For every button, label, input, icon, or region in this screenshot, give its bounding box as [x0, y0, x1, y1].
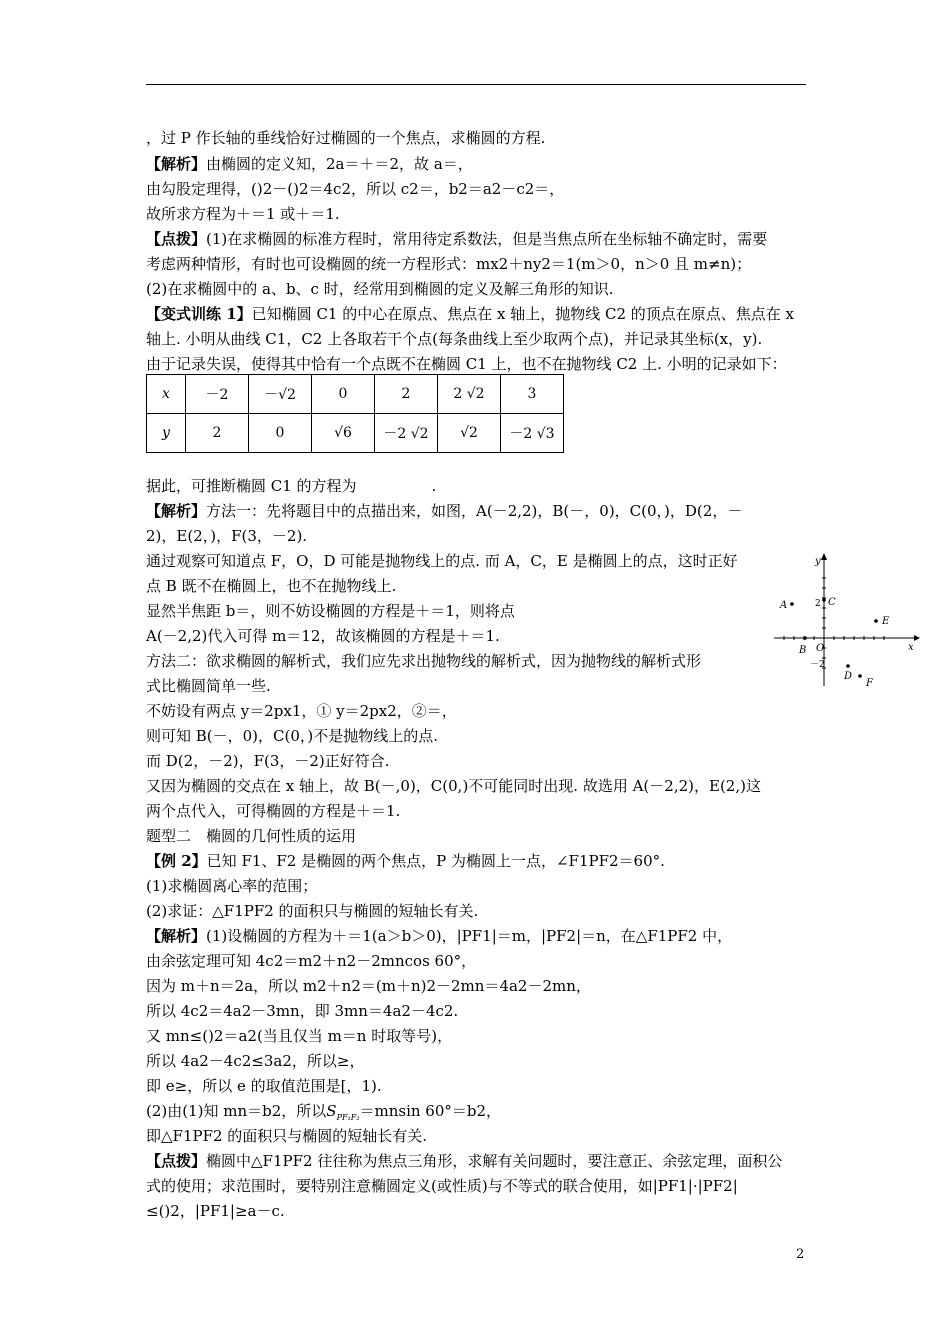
- table-cell: √2: [438, 414, 501, 453]
- area-symbol: [326, 1102, 359, 1120]
- area-symbol-s: S: [326, 1102, 337, 1120]
- y-tick-label-negative: －2: [810, 660, 825, 670]
- text-line: 两个点代入，可得椭圆的方程是＋＝1.: [146, 802, 401, 820]
- text-line: [146, 229, 767, 249]
- text-fragment: 已知 F1、F2 是椭圆的两个焦点，P 为椭圆上一点，∠F1PF2＝60°.: [206, 852, 665, 870]
- text-line: [146, 304, 794, 324]
- text-line: (2)在求椭圆中的 a、b、c 时，经常用到椭圆的定义及解三角形的知识.: [146, 280, 614, 298]
- section-tag: 【点拨】: [146, 1152, 207, 1170]
- table-cell: 3: [501, 375, 564, 414]
- table-cell: 0: [312, 375, 375, 414]
- section-tag: 【解析】: [146, 927, 207, 945]
- table-cell: －√2: [249, 375, 312, 414]
- text-fragment: (1)设椭圆的方程为＋＝1(a＞b＞0)，|PF1|＝m，|PF2|＝n，在△F1PF2 中，: [206, 927, 733, 945]
- point-c: [822, 598, 826, 602]
- text-line: [146, 154, 473, 174]
- point-a-label: A: [780, 600, 788, 611]
- text-line: 显然半焦距 b＝，则不妨设椭圆的方程是＋＝1，则将点: [146, 602, 515, 620]
- text-fragment: ＝mnsin 60°＝b2，: [359, 1102, 502, 1120]
- origin-label: O: [816, 643, 825, 654]
- table-cell: 2: [375, 375, 438, 414]
- text-line: 由余弦定理可知 4c2＝m2＋n2－2mncos 60°，: [146, 952, 477, 970]
- table-cell: 2 √2: [438, 375, 501, 414]
- point-c-label: C: [828, 597, 836, 608]
- section-tag: 【例 2】: [146, 852, 207, 870]
- text-line: [146, 1151, 782, 1171]
- text-line: A(－2,2)代入可得 m＝12，故该椭圆的方程是＋＝1.: [146, 627, 500, 645]
- section-heading: 题型二 椭圆的几何性质的运用: [146, 827, 357, 845]
- text-line: 因为 m＋n＝2a，所以 m2＋n2＝(m＋n)2－2mn＝4a2－2mn，: [146, 977, 591, 995]
- text-line: ≤()2，|PF1|≥a－c.: [146, 1202, 285, 1220]
- table-header-x: x: [147, 375, 186, 414]
- point-f: [858, 674, 862, 678]
- table-cell: －2 √2: [375, 414, 438, 453]
- point-b: [803, 636, 807, 640]
- text-line: 2)，E(2，)，F(3，－2).: [146, 527, 308, 545]
- text-line: 由勾股定理得，()2－()2＝4c2，所以 c2＝，b2＝a2－c2＝，: [146, 180, 565, 198]
- section-tag: 【变式训练 1】: [146, 305, 252, 323]
- text-line: 式比椭圆简单一些.: [146, 677, 271, 695]
- text-line: 点 B 既不在椭圆上，也不在抛物线上.: [146, 577, 397, 595]
- text-fragment: 由椭圆的定义知，2a＝＋＝2，故 a＝，: [206, 155, 473, 173]
- table-cell: 0: [249, 414, 312, 453]
- text-line: 通过观察可知道点 F，O，D 可能是抛物线上的点. 而 A，C，E 是椭圆上的点，这时正好: [146, 552, 738, 570]
- x-axis-arrow-icon: [914, 635, 920, 641]
- text-fragment: 椭圆中△F1PF2 往往称为焦点三角形，求解有关问题时，要注意正、余弦定理，面积公: [206, 1152, 783, 1170]
- text-fragment: 方法一：先将题目中的点描出来，如图，A(－2,2)，B(－，0)，C(0，)，D(2，－: [206, 502, 743, 520]
- text-line: 由于记录失误，使得其中恰有一个点既不在椭圆 C1 上，也不在抛物线 C2 上. 小明的记录如下：: [146, 355, 787, 373]
- text-line: 不妨设有两点 y＝2px1，① y＝2px2，②＝，: [146, 702, 457, 720]
- table-cell: －2 √3: [501, 414, 564, 453]
- point-d: [846, 664, 850, 668]
- section-tag: 【解析】: [146, 155, 207, 173]
- text-line: ，过 P 作长轴的垂线恰好过椭圆的一个焦点，求椭圆的方程.: [146, 129, 546, 147]
- coordinate-record-table: [146, 374, 564, 453]
- text-line: [146, 501, 742, 521]
- text-fragment: 已知椭圆 C1 的中心在原点、焦点在 x 轴上，抛物线 C2 的顶点在原点、焦点在 x: [251, 305, 795, 323]
- text-line: 即△F1PF2 的面积只与椭圆的短轴长有关.: [146, 1127, 428, 1145]
- text-line: 故所求方程为＋＝1 或＋＝1.: [146, 205, 340, 223]
- table-row: [147, 414, 564, 453]
- section-tag: 【解析】: [146, 502, 207, 520]
- text-line: 即 e≥，所以 e 的取值范围是[，1).: [146, 1077, 382, 1095]
- y-tick-label: 2: [815, 599, 821, 609]
- text-fragment: (1)在求椭圆的标准方程时，常用待定系数法，但是当焦点所在坐标轴不确定时，需要: [206, 230, 768, 248]
- point-d-label: D: [844, 671, 853, 682]
- table-cell: －2: [186, 375, 249, 414]
- header-rule: [146, 84, 806, 85]
- text-line: 则可知 B(－，0)，C(0，)不是抛物线上的点.: [146, 727, 439, 745]
- y-axis-label: y: [815, 556, 821, 567]
- text-line: [146, 926, 732, 946]
- table-cell: √6: [312, 414, 375, 453]
- text-line: 轴上. 小明从曲线 C1，C2 上各取若干个点(每条曲线上至少取两个点)，并记录其坐标(x，y).: [146, 330, 763, 348]
- table-header-y: y: [147, 414, 186, 453]
- point-b-label: B: [799, 645, 807, 656]
- text-line: 所以 4a2－4c2≤3a2，所以≥，: [146, 1052, 365, 1070]
- coordinate-figure: [770, 548, 920, 693]
- area-symbol-subscript: PF₁F₂: [336, 1113, 360, 1122]
- text-fragment: (2)由(1)知 mn＝b2，所以: [146, 1102, 327, 1120]
- section-tag: 【点拨】: [146, 230, 207, 248]
- text-line: 又 mn≤()2＝a2(当且仅当 m＝n 时取等号)，: [146, 1027, 453, 1045]
- point-a: [790, 602, 794, 606]
- text-line: (1)求椭圆离心率的范围；: [146, 877, 318, 895]
- point-e-label: E: [882, 616, 890, 627]
- table-cell: 2: [186, 414, 249, 453]
- table-row: [147, 375, 564, 414]
- text-line: 方法二：欲求椭圆的解析式，我们应先求出抛物线的解析式，因为抛物线的解析式形: [146, 652, 702, 670]
- point-f-label: F: [866, 678, 873, 689]
- text-line: [146, 1101, 501, 1121]
- text-line: 考虑两种情形，有时也可设椭圆的统一方程形式：mx2＋ny2＝1(m＞0，n＞0 且 m≠n)；: [146, 255, 752, 273]
- y-axis-arrow-icon: [821, 553, 827, 560]
- text-line: 式的使用；求范围时，要特别注意椭圆定义(或性质)与不等式的联合使用，如|PF1|·|PF2|: [146, 1177, 738, 1195]
- text-line: 所以 4c2＝4a2－3mn，即 3mn＝4a2－4c2.: [146, 1002, 459, 1020]
- text-line: 又因为椭圆的交点在 x 轴上，故 B(－,0)，C(0,)不可能同时出现. 故选用 A(－2,2)，E(2,)这: [146, 777, 761, 795]
- text-line: (2)求证：△F1PF2 的面积只与椭圆的短轴长有关.: [146, 902, 479, 920]
- point-e: [874, 619, 878, 623]
- page-number: 2: [796, 1247, 805, 1262]
- text-line: 而 D(2，－2)，F(3，－2)正好符合.: [146, 752, 390, 770]
- x-axis-label: x: [908, 642, 914, 653]
- text-line: [146, 851, 665, 871]
- text-line: 据此，可推断椭圆 C1 的方程为 .: [146, 477, 437, 495]
